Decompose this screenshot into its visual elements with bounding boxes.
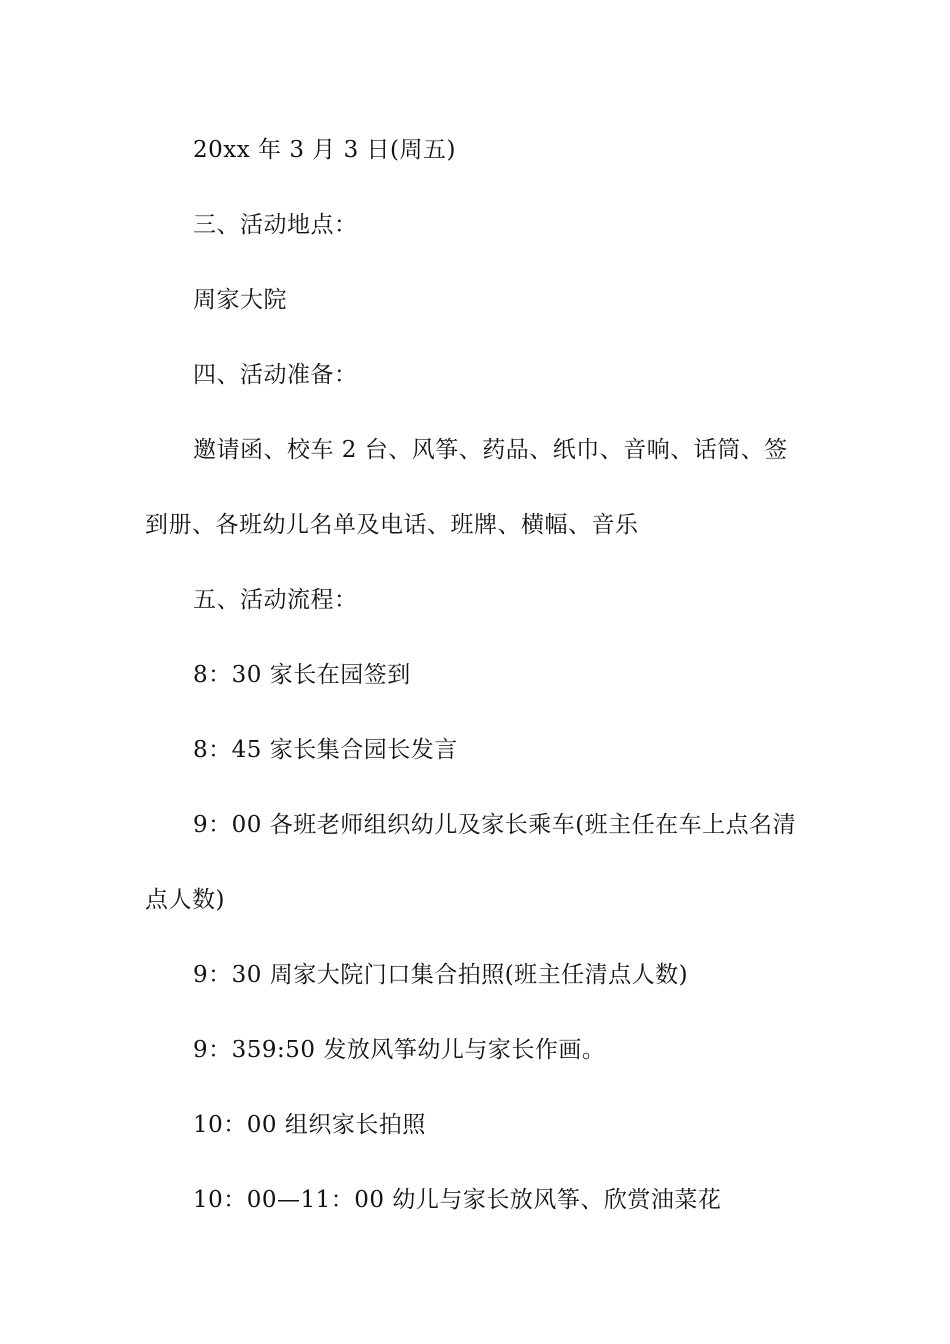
preparation-text-line-2: 到册、各班幼儿名单及电话、班牌、横幅、音乐 [145,512,639,538]
process-item-0900-line-1: 9：00 各班老师组织幼儿及家长乘车(班主任在车上点名清 [193,812,797,838]
process-item-0845: 8：45 家长集合园长发言 [193,737,458,763]
preparation-text-line-1: 邀请函、校车 2 台、风筝、药品、纸巾、音响、话筒、签 [193,437,788,463]
process-item-1000-1100: 10：00—11：00 幼儿与家长放风筝、欣赏油菜花 [193,1187,722,1213]
process-item-0930: 9：30 周家大院门口集合拍照(班主任清点人数) [193,962,689,988]
section-process-heading: 五、活动流程： [193,587,358,613]
process-item-0935: 9：359:50 发放风筝幼儿与家长作画。 [193,1037,606,1063]
date-line: 20xx 年 3 月 3 日(周五) [193,137,456,163]
section-preparation-heading: 四、活动准备： [193,362,358,388]
process-item-1000: 10：00 组织家长拍照 [193,1112,426,1138]
process-item-0830: 8：30 家长在园签到 [193,662,411,688]
process-item-0900-line-2: 点人数) [145,887,225,913]
section-location-heading: 三、活动地点： [193,212,358,238]
location-text: 周家大院 [193,287,287,313]
